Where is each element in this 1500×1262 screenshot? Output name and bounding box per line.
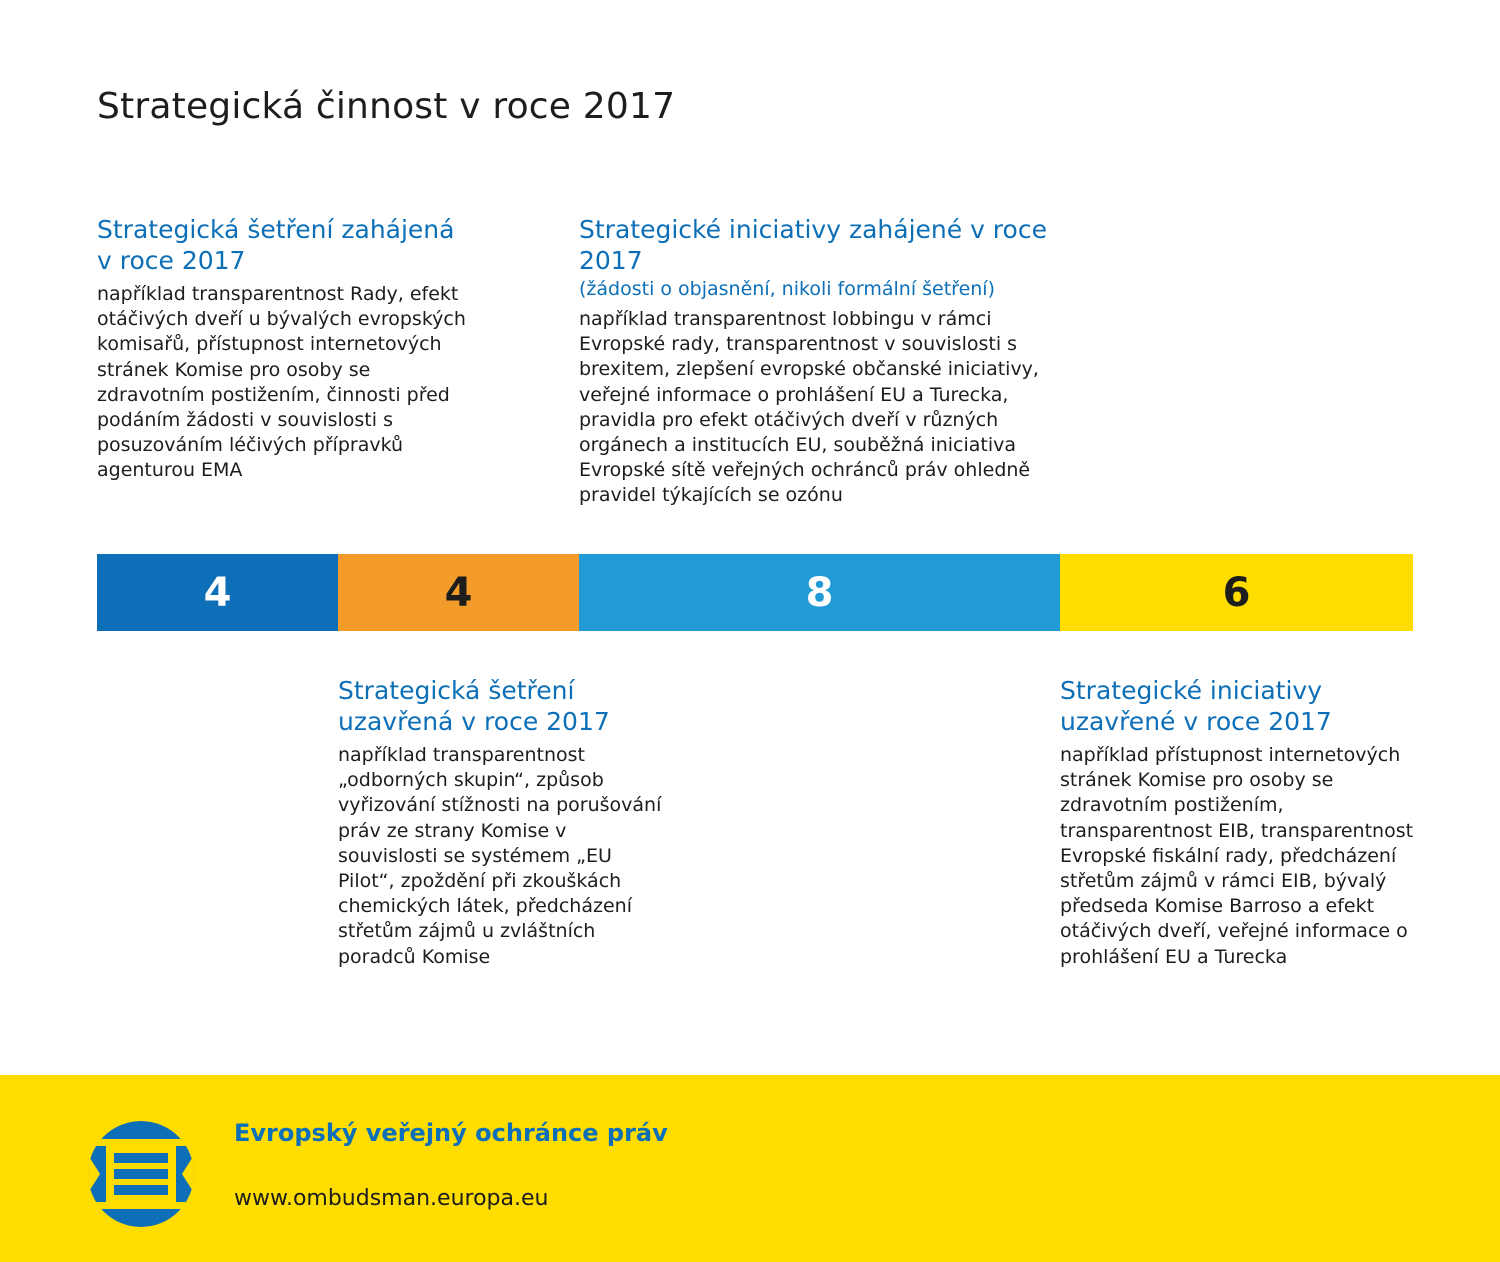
opened-initiatives-heading: Strategické iniciativy zahájené v roce 2017: [579, 215, 1047, 275]
closed-initiatives-block: [1060, 675, 1440, 970]
bar-segment-2: [338, 554, 579, 631]
footer-band: [0, 1075, 1500, 1262]
organization-name: Evropský veřejný ochránce práv: [234, 1119, 668, 1147]
bar-value-label-2: 4: [444, 569, 473, 616]
bar-segment-3: [579, 554, 1060, 631]
opened-initiatives-text: například transparentnost lobbingu v rámci Evropské rady, transparentnost v souvislosti s brexitem, zlepšení evropské občanské iniciativy, veřejné informace o prohlášení EU a Turecka, pravidla pro efekt otáčivých dveří v různých orgánech a institucích EU, souběžná iniciativa Evropské sítě veřejných ochránců práv ohledně pravidel týkajících se ozónu: [579, 308, 1039, 507]
bar-value-label-4: 6: [1222, 569, 1251, 616]
closed-inquiries-block: [338, 675, 668, 970]
closed-inquiries-heading: Strategická šetření uzavřená v roce 2017: [338, 676, 610, 736]
opened-inquiries-block: [97, 214, 477, 484]
bar-segment-4: [1060, 554, 1413, 631]
opened-inquiries-text: například transparentnost Rady, efekt otáčivých dveří u bývalých evropských komisařů, přístupnost internetových stránek Komise pro osoby se zdravotním postižením, činnosti před podáním žádosti v souvislosti s posuzováním léčivých přípravků agenturou EMA: [97, 283, 466, 482]
closed-initiatives-text: například přístupnost internetových stránek Komise pro osoby se zdravotním postižením, transparentnost EIB, transparentnost Evropské fiskální rady, předcházení střetům zájmů v rámci EIB, bývalý předseda Komise Barroso a efekt otáčivých dveří, veřejné informace o prohlášení EU a Turecka: [1060, 744, 1414, 968]
ombudsman-logo-icon: [88, 1121, 194, 1227]
opened-inquiries-heading: Strategická šetření zahájená v roce 2017: [97, 215, 455, 275]
bar-value-label-1: 4: [203, 569, 232, 616]
bar-segment-1: [97, 554, 338, 631]
bar-value-label-3: 8: [805, 569, 834, 616]
closed-inquiries-text: například transparentnost „odborných skupin“, způsob vyřizování stížnosti na porušování práv ze strany Komise v souvislosti se systémem „EU Pilot“, zpoždění při zkouškách chemických látek, předcházení střetům zájmů u zvláštních poradců Komise: [338, 744, 662, 968]
opened-initiatives-subheading: (žádosti o objasnění, nikoli formální šetření): [579, 278, 995, 300]
closed-initiatives-heading: Strategické iniciativy uzavřené v roce 2017: [1060, 676, 1332, 736]
stacked-bar-chart: [97, 554, 1413, 631]
website-link[interactable]: www.ombudsman.europa.eu: [234, 1186, 549, 1211]
opened-initiatives-block: [579, 214, 1079, 509]
page-title: Strategická činnost v roce 2017: [97, 86, 676, 127]
